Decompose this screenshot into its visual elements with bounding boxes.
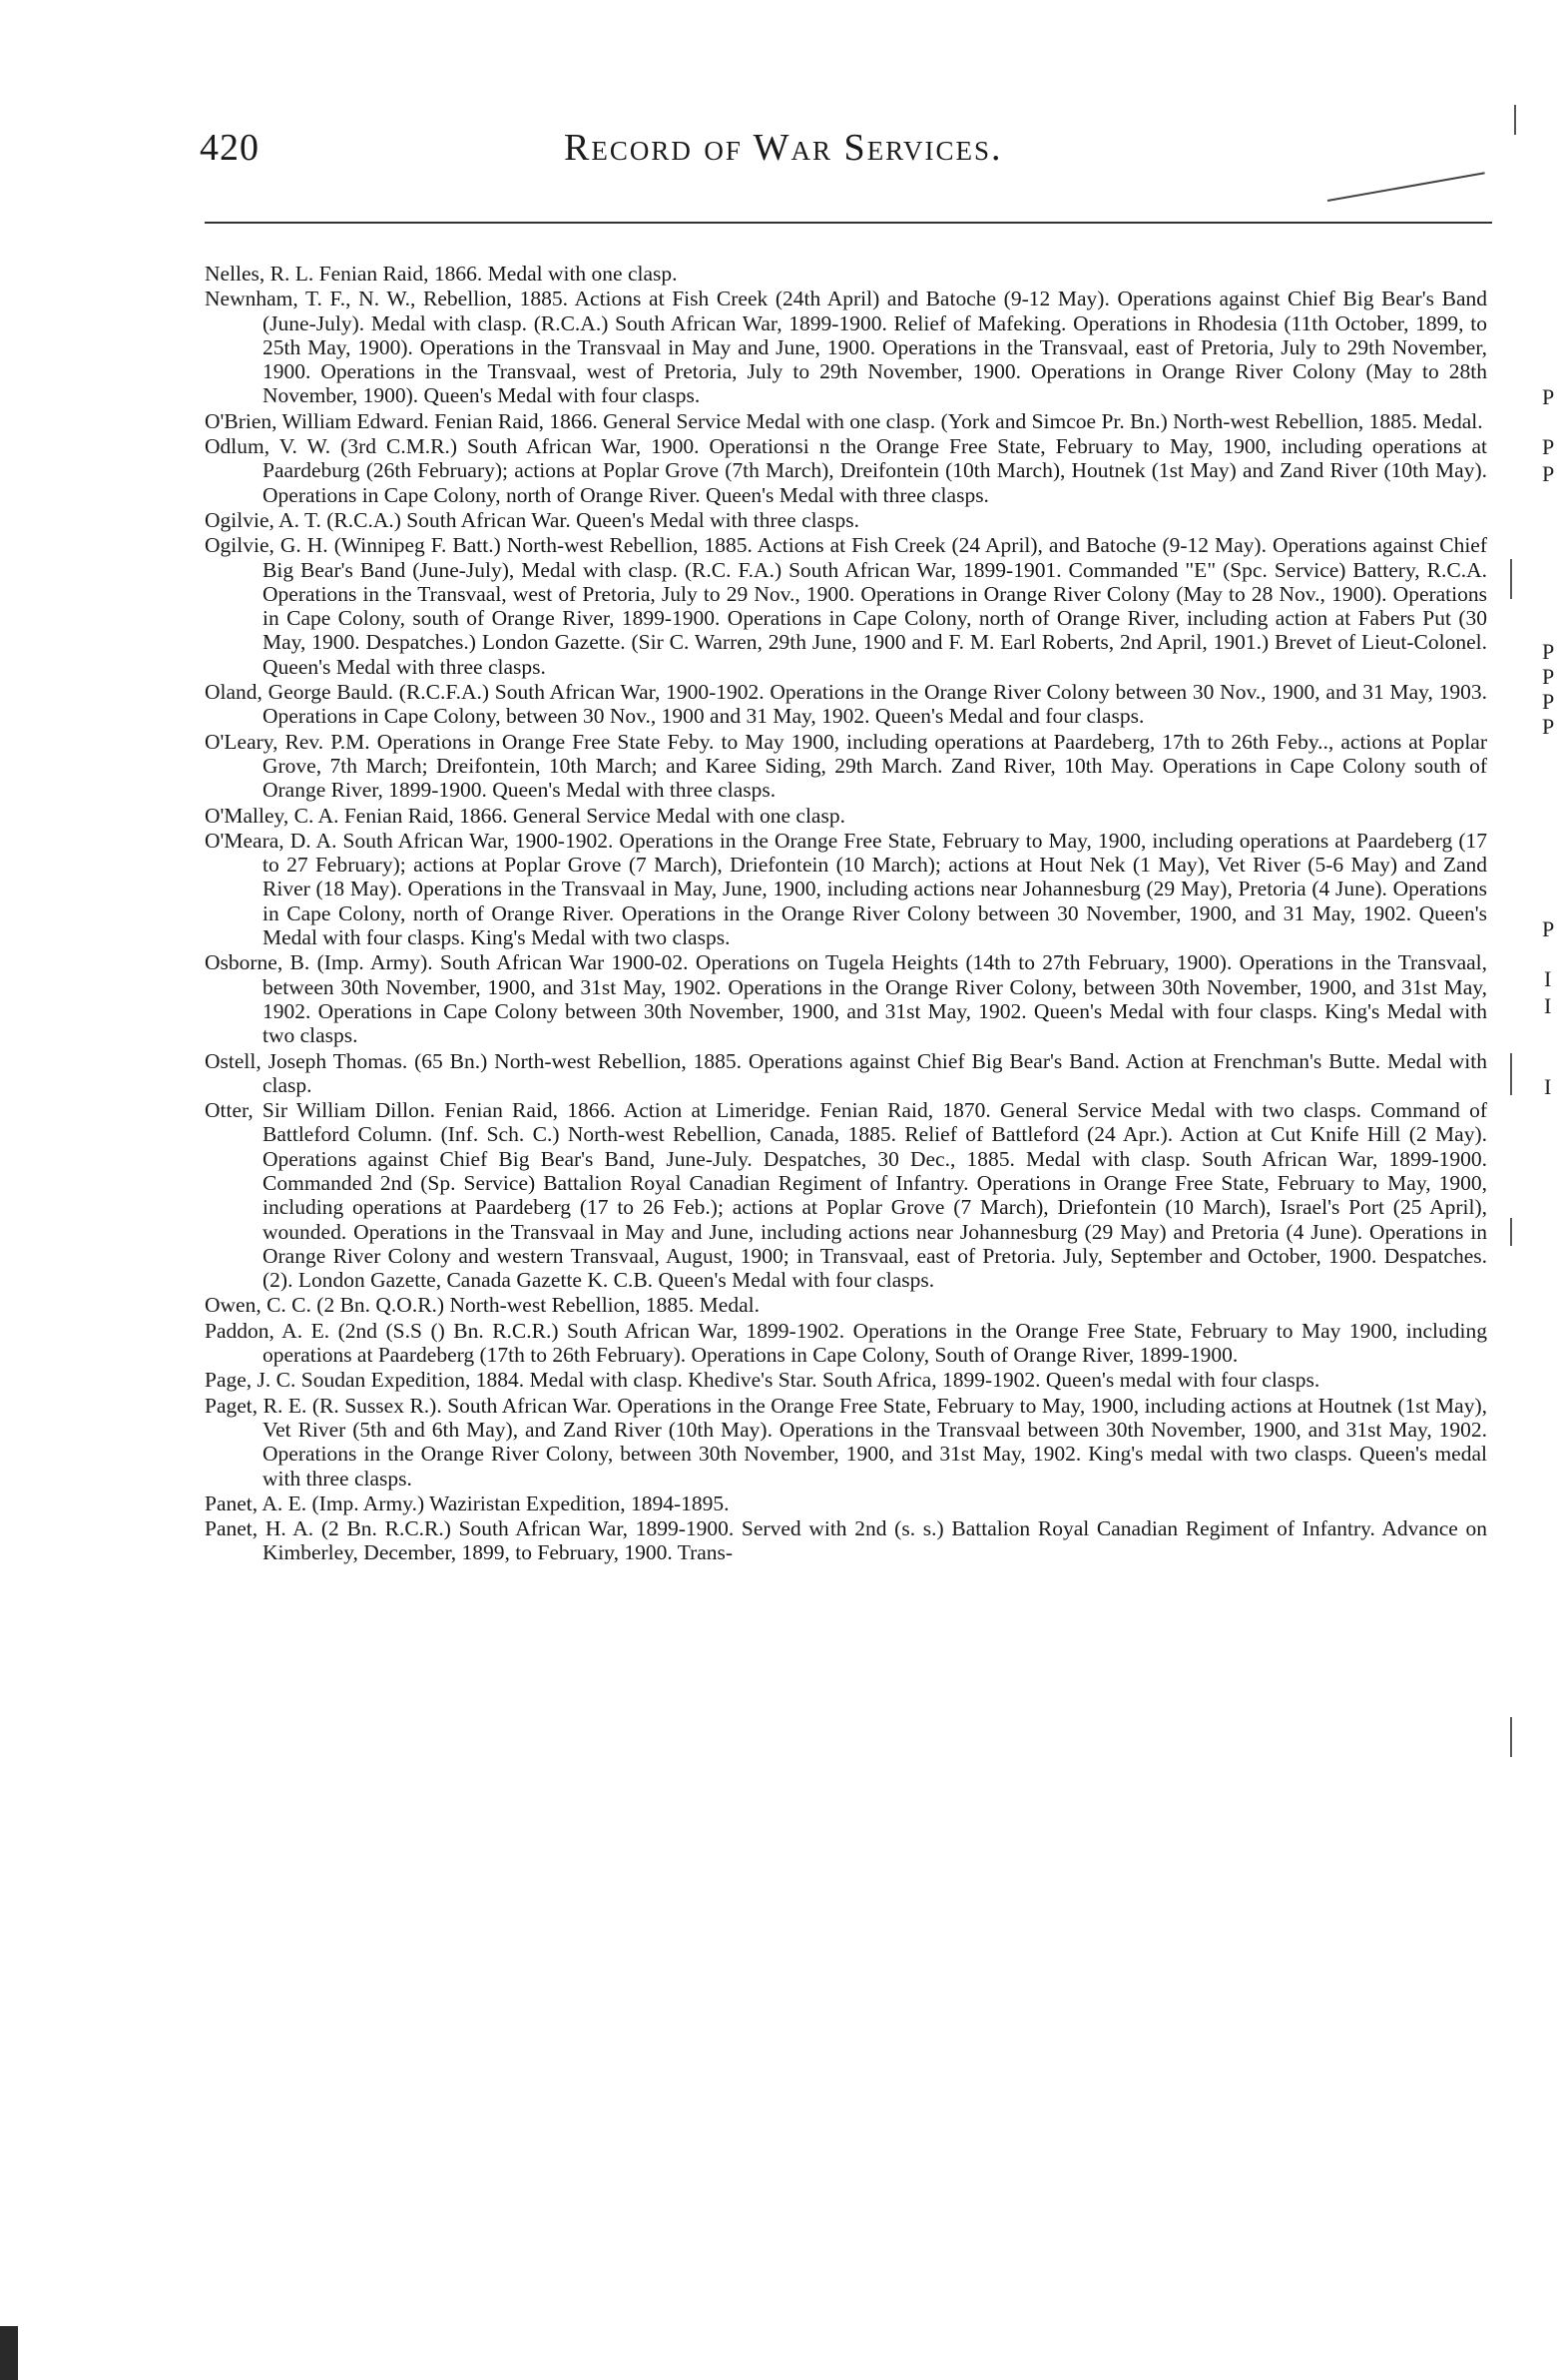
entry-text: (Imp. Army). South African War 1900-02. Operations on Tugela Heights (14th to 27th February, 1900). Operations in the Transvaal, between 30th November, 1900, and 31st May, 1902. Operations in the Orange River Colony, between 30th November, 1900, and 31st May, 1902. Operations in Cape Colony between 30th November, 1900, and 31st May, 1902. Queen's Medal with four clasps. King's Medal with two clasps.	[262, 950, 1487, 1048]
margin-letter: I	[1544, 1074, 1552, 1099]
entry	[205, 730, 1487, 803]
entry	[205, 1491, 1487, 1515]
entry	[205, 409, 1487, 433]
entry-name: Ogilvie, A. T.	[205, 507, 321, 532]
entry	[205, 508, 1487, 532]
margin-letter: P	[1542, 384, 1555, 409]
entry-name: Panet, H. A.	[205, 1516, 314, 1541]
entry	[205, 829, 1487, 949]
margin-letter: P	[1542, 434, 1555, 459]
entry-text: (R.C.A.) South African War. Queen's Medal with three clasps.	[326, 507, 859, 532]
entry	[205, 804, 1487, 828]
entry-text: Actions at Fish Creek (24th April) and Batoche (9-12 May). Operations against Chief Big Bear's Band (June-July). Medal with clasp. (R.C.A.) South African War, 1899-1900. Relief of Mafeking. Operations in Rhodesia (11th October, 1899, to 25th May, 1900). Operations in the Transvaal in May and June, 1900. Operations in the Transvaal, east of Pretoria, July to 29th November, 1900. Operations in the Transvaal, west of Pretoria, July to 29th November, 1900. Operations in Orange River Colony (May to 28th November, 1900). Queen's Medal with four clasps.	[262, 287, 1487, 408]
entry-text: (2nd (S.S () Bn. R.C.R.) South African War, 1899-1902. Operations in the Orange Free State, February to May 1900, including operations at Paardeberg (17th to 26th February). Operations in Cape Colony, South of Orange River, 1899-1900.	[262, 1318, 1488, 1368]
entry-name: Page, J. C.	[205, 1368, 296, 1393]
entry	[205, 533, 1487, 679]
entry	[205, 1516, 1487, 1565]
entry-name: Owen, C. C.	[205, 1293, 311, 1318]
entry	[205, 1049, 1487, 1098]
entry	[205, 1368, 1487, 1392]
entry-name: Osborne, B.	[205, 950, 310, 975]
entries-list	[205, 262, 1487, 1566]
entry-text: (65 Bn.) North-west Rebellion, 1885. Operations against Chief Big Bear's Band. Action at Frenchman's Butte. Medal with clasp.	[262, 1048, 1488, 1097]
entry-name: Paddon, A. E.	[205, 1318, 330, 1343]
margin-mark	[1514, 105, 1516, 135]
margin-letter: P	[1542, 639, 1555, 664]
entry-name: Oland, George Bauld.	[205, 680, 394, 705]
entry-name: Nelles, R. L.	[205, 262, 314, 286]
margin-letter: P	[1542, 714, 1555, 739]
entry-text: (2 Bn. R.C.R.) South African War, 1899-1900. Served with 2nd (s. s.) Battalion Royal Canadian Regiment of Infantry. Advance on Kimberley, December, 1899, to February, 1900. Trans-	[262, 1516, 1488, 1565]
running-title: Record of War Services.	[564, 127, 1003, 169]
header-rule	[205, 222, 1492, 224]
entry-name: Odlum, V. W.	[205, 434, 331, 459]
scan-edge-shadow	[0, 2326, 18, 2380]
entry	[205, 950, 1487, 1047]
entry	[205, 287, 1487, 407]
entry-name: O'Leary, Rev. P.M.	[205, 729, 370, 754]
entry-name: Otter, Sir William Dillon.	[205, 1098, 436, 1123]
page-header	[0, 0, 1561, 230]
entry-name: O'Meara, D. A.	[205, 828, 337, 853]
entry-name: Ogilvie, G. H.	[205, 533, 328, 558]
entry-text: (R.C.F.A.) South African War, 1900-1902. Operations in the Orange River Colony between 30 Nov., 1900, and 31 May, 1903. Operations in Cape Colony, between 30 Nov., 1900 and 31 May, 1902. Queen's Medal and four clasps.	[262, 680, 1487, 729]
header-rule-tail	[1327, 172, 1485, 202]
entry-text: Operations in Orange Free State Feby. to May 1900, including operations at Paardeberg, 17th to 26th Feby.., actions at Poplar Grove, 7th March; Dreifontein, 10th March; and Karee Siding, 29th March. Zand River, 10th May. Operations in Cape Colony south of Orange River, 1899-1900. Queen's Medal with three clasps.	[262, 729, 1487, 803]
entry-name: Panet, A. E.	[205, 1490, 307, 1515]
entry-text: Fenian Raid, 1866. General Service Medal with one clasp. (York and Simcoe Pr. Bn.) North-west Rebellion, 1885. Medal.	[434, 408, 1483, 433]
margin-letter: I	[1544, 993, 1552, 1018]
margin-letter: P	[1542, 689, 1555, 714]
entry-text: (3rd C.M.R.) South African War, 1900. Operationsi n the Orange Free State, February to May, 1900, including operations at Paardeburg (26th February); actions at Poplar Grove (7th March), Dreifontein (10th March), Houtnek (1st May) and Zand River (10th May). Operations in Cape Colony, north of Orange River. Queen's Medal with three clasps.	[262, 434, 1487, 507]
entry	[205, 434, 1487, 507]
margin-mark	[1510, 1218, 1512, 1246]
entry	[205, 1098, 1487, 1292]
entry-name: Ostell, Joseph Thomas.	[205, 1048, 408, 1073]
entry-text: (Winnipeg F. Batt.) North-west Rebellion, 1885. Actions at Fish Creek (24 April), and Batoche (9-12 May). Operations against Chief Big Bear's Band (June-July), Medal with clasp. (R.C. F.A.) South African War, 1899-1901. Commanded "E" (Spc. Service) Battery, R.C.A. Operations in the Transvaal, west of Pretoria, July to 29 Nov., 1900. Operations in Orange River Colony (May to 28 Nov., 1900). Operations in Cape Colony, south of Orange River, 1899-1900. Operations in Cape Colony, north of Orange River, including action at Fabers Put (30 May, 1900. Despatches.) London Gazette. (Sir C. Warren, 29th June, 1900 and F. M. Earl Roberts, 2nd April, 1901.) Brevet of Lieut-Colonel. Queen's Medal with three clasps.	[262, 533, 1487, 679]
entry-name: O'Malley, C. A.	[205, 803, 339, 828]
margin-mark	[1510, 1053, 1512, 1095]
entry-text: Fenian Raid, 1866. General Service Medal with one clasp.	[343, 803, 845, 828]
margin-letter: P	[1542, 664, 1555, 689]
entry-name: O'Brien, William Edward.	[205, 408, 429, 433]
entry-text: Fenian Raid, 1866. Action at Limeridge. Fenian Raid, 1870. General Service Medal with two clasps. Command of Battleford Column. (Inf. Sch. C.) North-west Rebellion, Canada, 1885. Relief of Battleford (24 Apr.). Action at Cut Knife Hill (2 May). Operations against Chief Big Bear's Band, June-July. Despatches, 30 Dec., 1885. Medal with clasp. South African War, 1899-1900. Commanded 2nd (Sp. Service) Battalion Royal Canadian Regiment of Infantry. Operations in Orange Free State, February to May, 1900, including operations at Paardeberg (17 to 26 Feb.); actions at Poplar Grove (7 March), Driefontein (10 March), Israel's Port (25 April), wounded. Operations in the Transvaal in May and June, including actions near Johannesburg (29 May) and Pretoria (4 June). Operations in Orange River Colony and western Transvaal, August, 1900; in Transvaal, east of Pretoria. July, September and October, 1900. Despatches. (2). London Gazette, Canada Gazette K. C.B. Queen's Medal with four clasps.	[262, 1098, 1488, 1293]
entry	[205, 1319, 1487, 1368]
entry	[205, 680, 1487, 729]
margin-letter: P	[1542, 461, 1555, 486]
margin-mark	[1510, 1717, 1512, 1757]
entry-text: Soudan Expedition, 1884. Medal with clasp. Khedive's Star. South Africa, 1899-1902. Queen's medal with four clasps.	[300, 1368, 1320, 1393]
right-margin-bleed	[1502, 0, 1561, 2380]
page-number: 420	[200, 127, 260, 169]
entry-name: Paget, R. E.	[205, 1393, 307, 1418]
entry-text: (2 Bn. Q.O.R.) North-west Rebellion, 1885. Medal.	[316, 1293, 760, 1318]
margin-letter: P	[1542, 916, 1555, 941]
entry	[205, 1293, 1487, 1317]
margin-letter: I	[1544, 966, 1552, 991]
entry	[205, 1394, 1487, 1490]
entry-text: Fenian Raid, 1866. Medal with one clasp.	[318, 262, 678, 286]
entry	[205, 262, 1487, 286]
entry-text: South African War, 1900-1902. Operations in the Orange Free State, February to May, 1900, including operations at Paardeberg (17 to 27 February); actions at Poplar Grove (7 March), Driefontein (10 March); actions at Hout Nek (1 May), Vet River (5-6 May) and Zand River (18 May). Operations in the Transvaal in May, June, 1900, including actions near Johannesburg (29 May), Pretoria (4 June). Operations in Cape Colony, north of Orange River. Operations in the Orange River Colony between 30 November, 1900, and 31 May, 1902. Queen's Medal with four clasps. King's Medal with two clasps.	[262, 828, 1487, 950]
margin-mark	[1510, 559, 1512, 599]
entry-text: (R. Sussex R.). South African War. Operations in the Orange Free State, February to May, 1900, including actions at Houtnek (1st May), Vet River (5th and 6th May), and Zand River (10th May). Operations in the Transvaal between 30th November, 1900, and 31st May, 1902. Operations in the Orange River Colony, between 30th November, 1900, and 31st May, 1902. King's medal with two clasps. Queen's medal with three clasps.	[262, 1393, 1487, 1490]
entry-name: Newnham, T. F., N. W., Rebellion, 1885.	[205, 287, 569, 311]
entry-text: (Imp. Army.) Waziristan Expedition, 1894-1895.	[311, 1490, 730, 1515]
